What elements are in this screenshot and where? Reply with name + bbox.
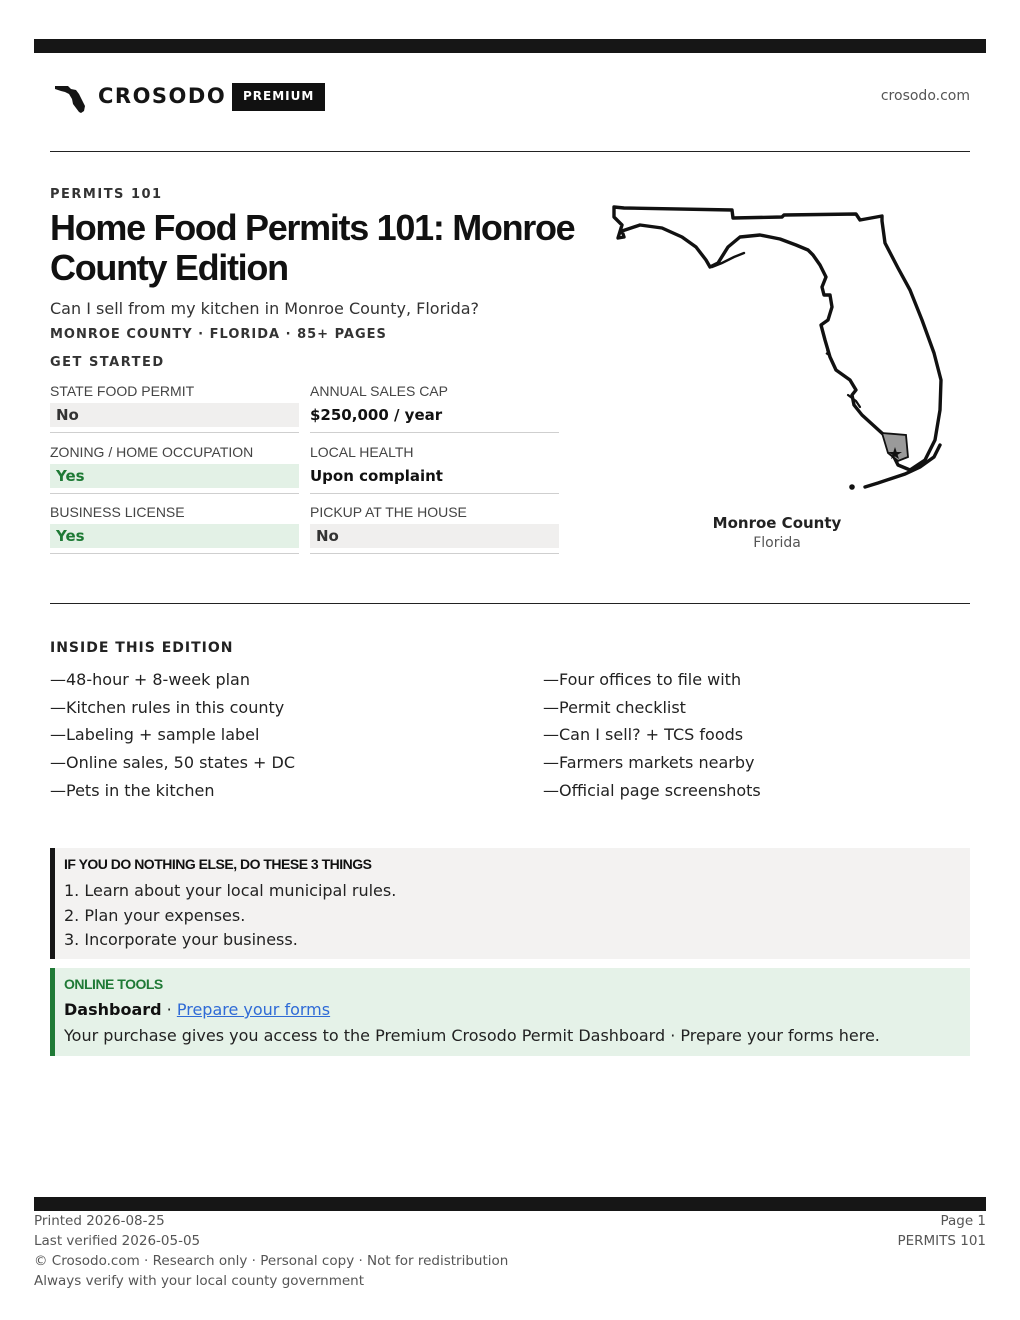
dashboard-line	[64, 1000, 330, 1019]
tools-description: Your purchase gives you access to the Premium Crosodo Permit Dashboard · Prepare your forms here.	[64, 1026, 880, 1045]
fact-divider	[310, 432, 559, 433]
fact-label: PICKUP AT THE HOUSE	[310, 504, 467, 520]
fact-label: STATE FOOD PERMIT	[50, 383, 195, 399]
must-do-list	[64, 879, 396, 953]
section-divider	[50, 603, 970, 604]
separator: ·	[161, 1000, 177, 1019]
fact-value: No	[310, 524, 559, 548]
edition-meta: MONROE COUNTY · FLORIDA · 85+ PAGES	[50, 327, 387, 342]
inside-edition-heading: INSIDE THIS EDITION	[50, 640, 234, 656]
fact-annual-sales-cap	[310, 380, 559, 432]
get-started-heading: GET STARTED	[50, 355, 165, 370]
map-state-label: Florida	[753, 535, 801, 551]
inside-edition-list-right	[543, 666, 761, 805]
list-item: 1. Learn about your local municipal rules.	[64, 881, 397, 900]
inside-edition-list-left	[50, 666, 295, 805]
header-divider	[50, 151, 970, 152]
list-item: —Labeling + sample label	[50, 725, 260, 745]
online-tools-title: ONLINE TOOLS	[64, 976, 163, 992]
list-item: 2. Plan your expenses.	[64, 905, 246, 925]
header	[50, 78, 970, 118]
online-tools-callout	[50, 968, 970, 1056]
fact-divider	[50, 553, 299, 554]
list-item: —Kitchen rules in this county	[50, 697, 285, 717]
section-kicker: PERMITS 101	[50, 187, 163, 202]
list-item: —Can I sell? + TCS foods	[543, 725, 744, 745]
fact-divider	[50, 432, 299, 433]
must-do-title: IF YOU DO NOTHING ELSE, DO THESE 3 THINGS	[64, 856, 372, 872]
fact-label: BUSINESS LICENSE	[50, 504, 185, 520]
must-do-callout	[50, 848, 970, 959]
fact-divider	[310, 553, 559, 554]
list-item: —48-hour + 8-week plan	[50, 670, 250, 689]
fact-label: ANNUAL SALES CAP	[310, 383, 448, 399]
list-item: —Farmers markets nearby	[543, 753, 755, 773]
fact-value: Upon complaint	[310, 467, 443, 485]
fact-zoning	[50, 441, 299, 493]
list-item: —Official page screenshots	[543, 780, 761, 800]
footer-section: PERMITS 101	[897, 1233, 986, 1249]
site-url[interactable]: crosodo.com	[880, 88, 970, 104]
top-bar	[34, 39, 986, 53]
fact-value: $250,000 / year	[310, 406, 443, 424]
fact-divider	[310, 493, 559, 494]
fact-pickup	[310, 501, 559, 553]
fact-state-food-permit	[50, 380, 299, 432]
fact-value: No	[50, 403, 299, 427]
copyright-notice: © Crosodo.com · Research only · Personal copy · Not for redistribution	[34, 1253, 509, 1269]
brand-name: CROSODO	[98, 84, 227, 108]
fact-divider	[50, 493, 299, 494]
page-subtitle: Can I sell from my kitchen in Monroe County, Florida?	[50, 299, 480, 318]
prepare-forms-link[interactable]: Prepare your forms	[176, 1000, 331, 1019]
premium-badge: PREMIUM	[232, 83, 325, 111]
page-number: Page 1	[940, 1213, 986, 1229]
list-item: —Online sales, 50 states + DC	[50, 753, 296, 773]
fact-business-license	[50, 501, 299, 553]
fact-label: ZONING / HOME OCCUPATION	[50, 444, 254, 460]
list-item: 3. Incorporate your business.	[64, 930, 298, 949]
printed-date: Printed 2026-08-25	[34, 1213, 165, 1229]
list-item: —Pets in the kitchen	[50, 780, 215, 800]
dashboard-label: Dashboard	[64, 1000, 162, 1019]
disclaimer: Always verify with your local county government	[34, 1273, 364, 1289]
florida-map-icon	[54, 82, 90, 114]
list-item: —Four offices to file with	[543, 670, 742, 689]
fact-local-health	[310, 441, 559, 493]
fact-value: Yes	[50, 464, 299, 488]
list-item: —Permit checklist	[543, 697, 686, 717]
fact-value: Yes	[50, 524, 299, 548]
verified-date: Last verified 2026-05-05	[34, 1233, 201, 1249]
map-county-label: Monroe County	[712, 514, 842, 532]
bottom-bar	[34, 1197, 986, 1211]
page-title: Home Food Permits 101: Monroe County Edition	[50, 207, 575, 288]
florida-map	[600, 195, 960, 505]
fact-label: LOCAL HEALTH	[310, 444, 414, 460]
